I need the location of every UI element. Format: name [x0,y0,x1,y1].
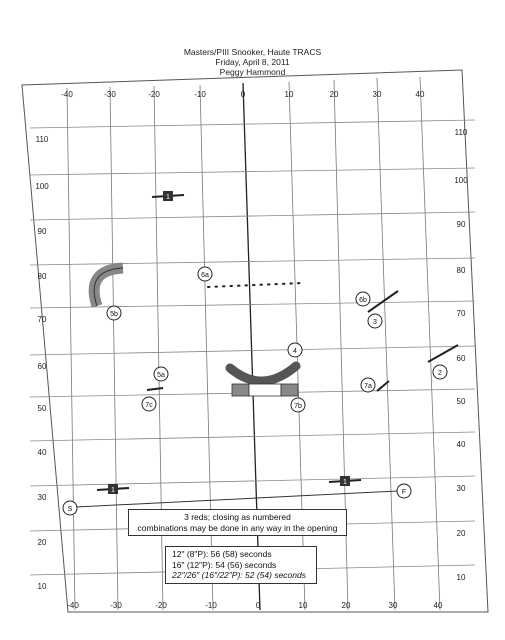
x-tick-label-top: 30 [372,90,382,99]
y-tick-label-left: 50 [37,404,47,413]
grid-line-horizontal [30,476,475,486]
y-tick-label-right: 10 [456,573,466,582]
x-tick-label-top: -40 [61,90,73,99]
grid-line-vertical [420,77,440,610]
y-tick-label-left: 100 [35,182,49,191]
x-tick-label-top: -30 [104,90,116,99]
rules-line-2: combinations may be done in any way in the opening [137,522,338,533]
x-tick-label-top: -20 [148,90,160,99]
y-tick-label-left: 10 [37,582,47,591]
grid-line-vertical [110,87,118,610]
course-title: Masters/PIII Snooker, Haute TRACS [183,47,322,57]
y-tick-label-right: 100 [454,176,468,185]
x-tick-label-top: 0 [240,90,246,99]
tunnel-5b-label: 5b [110,311,118,318]
x-tick-label-bottom: -30 [110,601,122,610]
table-7b-right [281,384,298,396]
weave-6a-label: 6a [201,272,209,279]
jump-3-label: 3 [373,319,377,326]
grid-line-horizontal [30,258,475,265]
x-tick-label-bottom: 40 [433,601,443,610]
x-tick-label-top: 10 [284,90,294,99]
time-note [165,546,317,584]
x-tick-label-bottom: 30 [388,601,398,610]
y-tick-label-right: 20 [456,529,466,538]
y-tick-label-left: 20 [37,538,47,547]
grid-line-horizontal [30,212,475,220]
course-date: Friday, April 8, 2011 [215,57,290,67]
grid-line-horizontal [30,346,475,355]
judge-name: Peggy Hammond [219,67,286,77]
table-7b-left [232,384,249,396]
jump-7a-label: 7a [364,383,372,390]
a-frame-4-label: 4 [293,348,297,355]
jump-6b-label: 6b [359,297,367,304]
jump-5a-bar [147,388,163,390]
y-tick-label-right: 80 [456,266,466,275]
jump-7c-label: 7c [145,402,153,409]
y-tick-label-right: 110 [454,128,468,137]
y-tick-label-left: 70 [37,315,47,324]
red-jump-1c-label: 1 [343,479,347,486]
table-7b-middle [249,384,281,396]
time-line-3: 22"/26" (16"/22"P): 52 (54) seconds [172,570,306,580]
time-line-2: 16" (12"P): 54 (56) seconds [172,559,277,570]
jump-2-bar [428,345,458,362]
jump-3-bar [368,291,398,312]
y-tick-label-left: 40 [37,448,47,457]
x-tick-label-top: 40 [415,90,425,99]
y-tick-label-right: 40 [456,440,466,449]
x-tick-label-bottom: -20 [155,601,167,610]
y-tick-label-left: 80 [37,272,47,281]
finish-label: F [401,489,407,496]
grid-line-vertical [377,78,395,610]
rules-note [128,509,347,536]
x-tick-label-bottom: -40 [67,601,79,610]
red-jump-1-label: 1 [166,194,170,201]
y-tick-label-left: 90 [37,227,47,236]
x-tick-label-bottom: 0 [255,601,261,610]
x-tick-label-bottom: 20 [341,601,351,610]
jump-2-label: 2 [438,370,442,377]
grid-line-vertical [67,88,75,610]
y-tick-label-right: 30 [456,484,466,493]
y-tick-label-right: 50 [456,397,466,406]
start-finish-line [76,491,398,507]
y-tick-label-left: 30 [37,493,47,502]
x-tick-label-top: 20 [329,90,339,99]
y-tick-label-right: 90 [456,220,466,229]
rules-line-1: 3 reds; closing as numbered [184,512,291,522]
grid-line-horizontal [30,168,475,175]
grid-line-horizontal [30,120,475,128]
x-tick-label-top: -10 [194,90,206,99]
time-line-1: 12" (8"P): 56 (58) seconds [172,549,272,559]
y-tick-label-left: 110 [35,135,49,144]
x-tick-label-bottom: 10 [298,601,308,610]
red-jump-1b-label: 1 [111,487,115,494]
start-label: S [67,506,73,513]
y-tick-label-right: 70 [456,309,466,318]
a-frame-4 [230,366,296,381]
x-tick-label-bottom: -10 [205,601,217,610]
tunnel-5b [94,268,123,306]
grid-line-horizontal [30,432,475,441]
jump-5a-label: 5a [157,372,165,379]
y-tick-label-left: 60 [37,362,47,371]
table-7b-label: 7b [294,403,302,410]
y-tick-label-right: 60 [456,354,466,363]
weave-poles-6a [208,283,303,287]
